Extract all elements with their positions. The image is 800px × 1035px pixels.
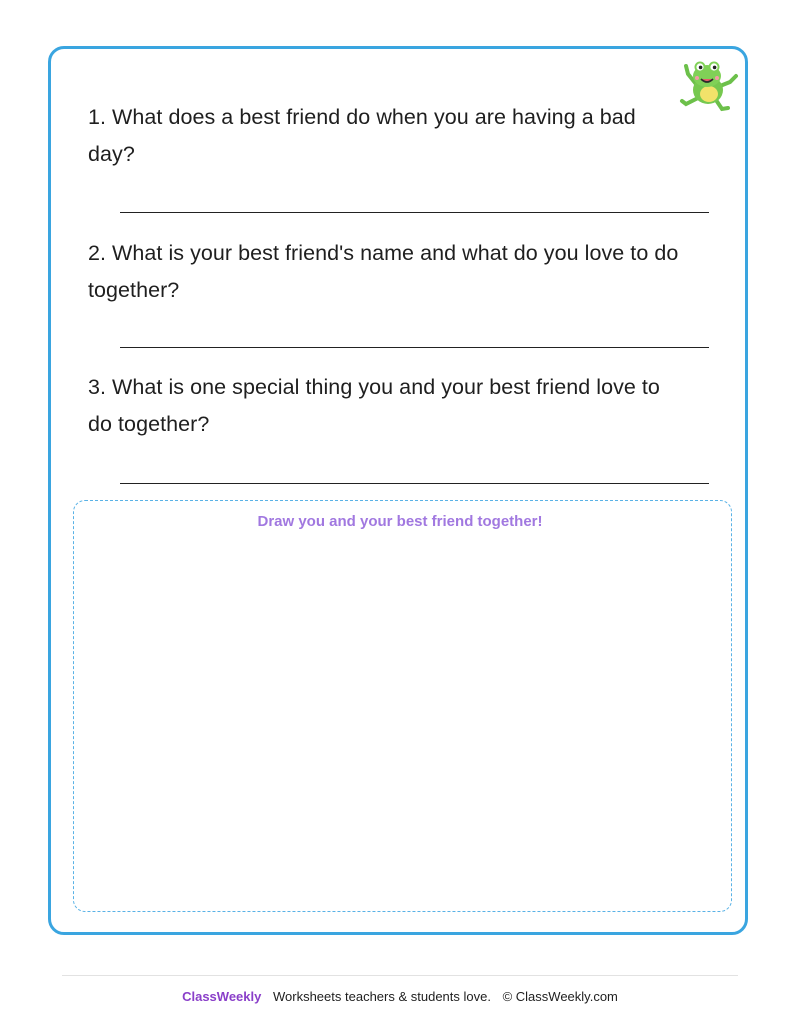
footer bbox=[0, 989, 800, 1004]
footer-tagline: Worksheets teachers & students love. bbox=[272, 989, 491, 1004]
answer-line-2[interactable] bbox=[120, 347, 709, 348]
footer-divider bbox=[62, 975, 738, 976]
question-1: 1. What does a best friend do when you are having a bad day? bbox=[88, 105, 636, 166]
drawing-prompt: Draw you and your best friend together! bbox=[257, 513, 543, 530]
answer-line-1[interactable] bbox=[120, 212, 709, 213]
question-3: 3. What is one special thing you and your best friend love to do together? bbox=[88, 375, 660, 436]
footer-brand[interactable]: ClassWeekly bbox=[182, 989, 262, 1004]
footer-copyright: © ClassWeekly.com bbox=[502, 989, 618, 1004]
answer-line-3[interactable] bbox=[120, 483, 709, 484]
question-2: 2. What is your best friend's name and what do you love to do together? bbox=[88, 241, 679, 302]
drawing-area[interactable] bbox=[73, 500, 732, 912]
